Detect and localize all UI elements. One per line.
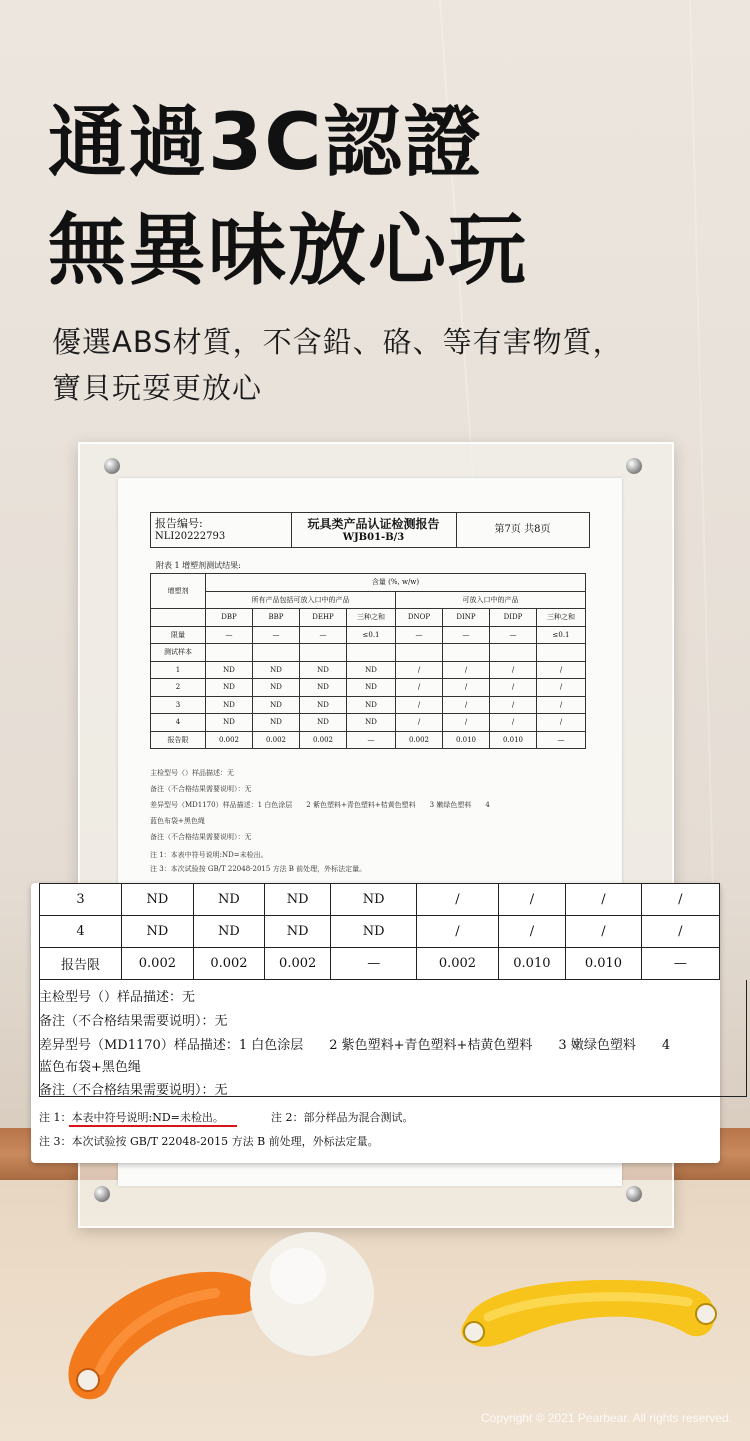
plasticizer-label: 增塑剂 [151, 574, 206, 609]
zoomed-report-excerpt [31, 883, 720, 1163]
limit-label: 限量 [151, 626, 206, 644]
report-page: 第7页 共8页 [494, 524, 551, 535]
col-header: BBP [253, 609, 300, 627]
table-row: 3 ND ND ND ND / / / / [151, 696, 586, 714]
table-row: 3 ND ND ND ND / / / / [40, 884, 720, 916]
small-note-3: 注 3：本次试验按 GB/T 22048-2015 方法 B 前处理，外标法定量。 [150, 865, 367, 873]
limit-cell: — [206, 626, 253, 644]
screw-icon [626, 458, 642, 474]
limit-cell: — [490, 626, 537, 644]
diff-sample-cont-line: 蓝色布袋+黑色绳 [39, 1060, 141, 1075]
col-header: DBP [206, 609, 253, 627]
table-row: 报告限 0.002 0.002 0.002 — 0.002 0.010 0.010 — [40, 948, 720, 980]
limit-cell: — [300, 626, 347, 644]
main-sample-line: 主检型号（）样品描述：无 [39, 990, 196, 1005]
report-title: 玩具类产品认证检测报告 [307, 517, 440, 531]
report-table-small [150, 573, 586, 749]
table-row: 2 ND ND ND ND / / / / [151, 679, 586, 697]
orange-banana-toy [40, 1255, 280, 1405]
limit-cell: — [396, 626, 443, 644]
col-header: 三种之和 [537, 609, 586, 627]
small-diff-sample-cont: 蓝色布袋+黑色绳 [150, 817, 205, 825]
small-main-sample: 主检型号（）样品描述：无 [150, 769, 234, 777]
report-code: WJB01-B/3 [342, 532, 405, 543]
report-number-cell [151, 513, 292, 547]
yellow-banana-toy [448, 1262, 728, 1372]
small-diff-sample: 差异型号（MD1170）样品描述：1 白色涂层 2 紫色塑料+青色塑料+桔黄色塑料 3 嫩绿色塑料 4 [150, 801, 490, 809]
group-mouth-label: 可放入口中的产品 [396, 591, 586, 609]
note-1: 注 1：本表中符号说明:ND=未检出。 [39, 1111, 224, 1124]
report-number-value: NLI20222793 [155, 531, 226, 542]
diff-sample-line: 差异型号（MD1170）样品描述：1 白色涂层 2 紫色塑料+青色塑料+桔黄色塑料 3 嫩绿色塑料 4 [39, 1038, 671, 1053]
col-header: DINP [443, 609, 490, 627]
col-header: DIDP [490, 609, 537, 627]
screw-icon [626, 1186, 642, 1202]
remark-1-line: 备注（不合格结果需要说明）：无 [39, 1014, 228, 1029]
content-label: 含量 (%, w/w) [206, 574, 586, 592]
screw-icon [94, 1186, 110, 1202]
subtitle-line-1: 優選ABS材質，不含鉛、硌、等有害物質， [52, 325, 623, 359]
small-remark-2: 备注（不合格结果需要说明）：无 [150, 833, 252, 841]
white-ball-toy [248, 1230, 376, 1360]
table-row: 4 ND ND ND ND / / / / [151, 714, 586, 732]
table-row: 4 ND ND ND ND / / / / [40, 916, 720, 948]
report-header [150, 512, 590, 548]
subtitle-line-2: 寶貝玩耍更放心 [52, 371, 263, 405]
copyright-text: Copyright © 2021 Pearbear. All rights reserved. [481, 1411, 732, 1425]
screw-icon [104, 458, 120, 474]
zoom-table [39, 883, 720, 980]
note-3: 注 3：本次试验按 GB/T 22048-2015 方法 B 前处理，外标法定量。 [39, 1135, 379, 1148]
small-remark-1: 备注（不合格结果需要说明）：无 [150, 785, 252, 793]
report-title-cell [291, 513, 457, 547]
limit-cell: — [253, 626, 300, 644]
col-header: DEHP [300, 609, 347, 627]
col-header: DNOP [396, 609, 443, 627]
report-number-label: 报告编号: [155, 517, 203, 530]
table-caption: 附表 1 增塑剂测试结果: [156, 561, 241, 570]
limit-cell: ≤0.1 [537, 626, 586, 644]
headline-line-2: 無異味放心玩 [48, 206, 529, 296]
note-2: 注 2：部分样品为混合测试。 [271, 1111, 414, 1124]
limit-cell: — [443, 626, 490, 644]
table-row: 1 ND ND ND ND / / / / [151, 661, 586, 679]
col-header: 三种之和 [347, 609, 396, 627]
group-all-label: 所有产品包括可放入口中的产品 [206, 591, 396, 609]
small-note-1: 注 1：本表中符号说明:ND=未检出。 [150, 851, 268, 859]
sample-label: 测试样本 [151, 644, 206, 662]
note-1-underline [69, 1125, 237, 1127]
limit-cell: ≤0.1 [347, 626, 396, 644]
remark-2-line: 备注（不合格结果需要说明）：无 [39, 1083, 228, 1098]
table-row: 报告限 0.002 0.002 0.002 — 0.002 0.010 0.010 — [151, 731, 586, 749]
headline-line-1: 通過3C認證 [48, 98, 484, 188]
